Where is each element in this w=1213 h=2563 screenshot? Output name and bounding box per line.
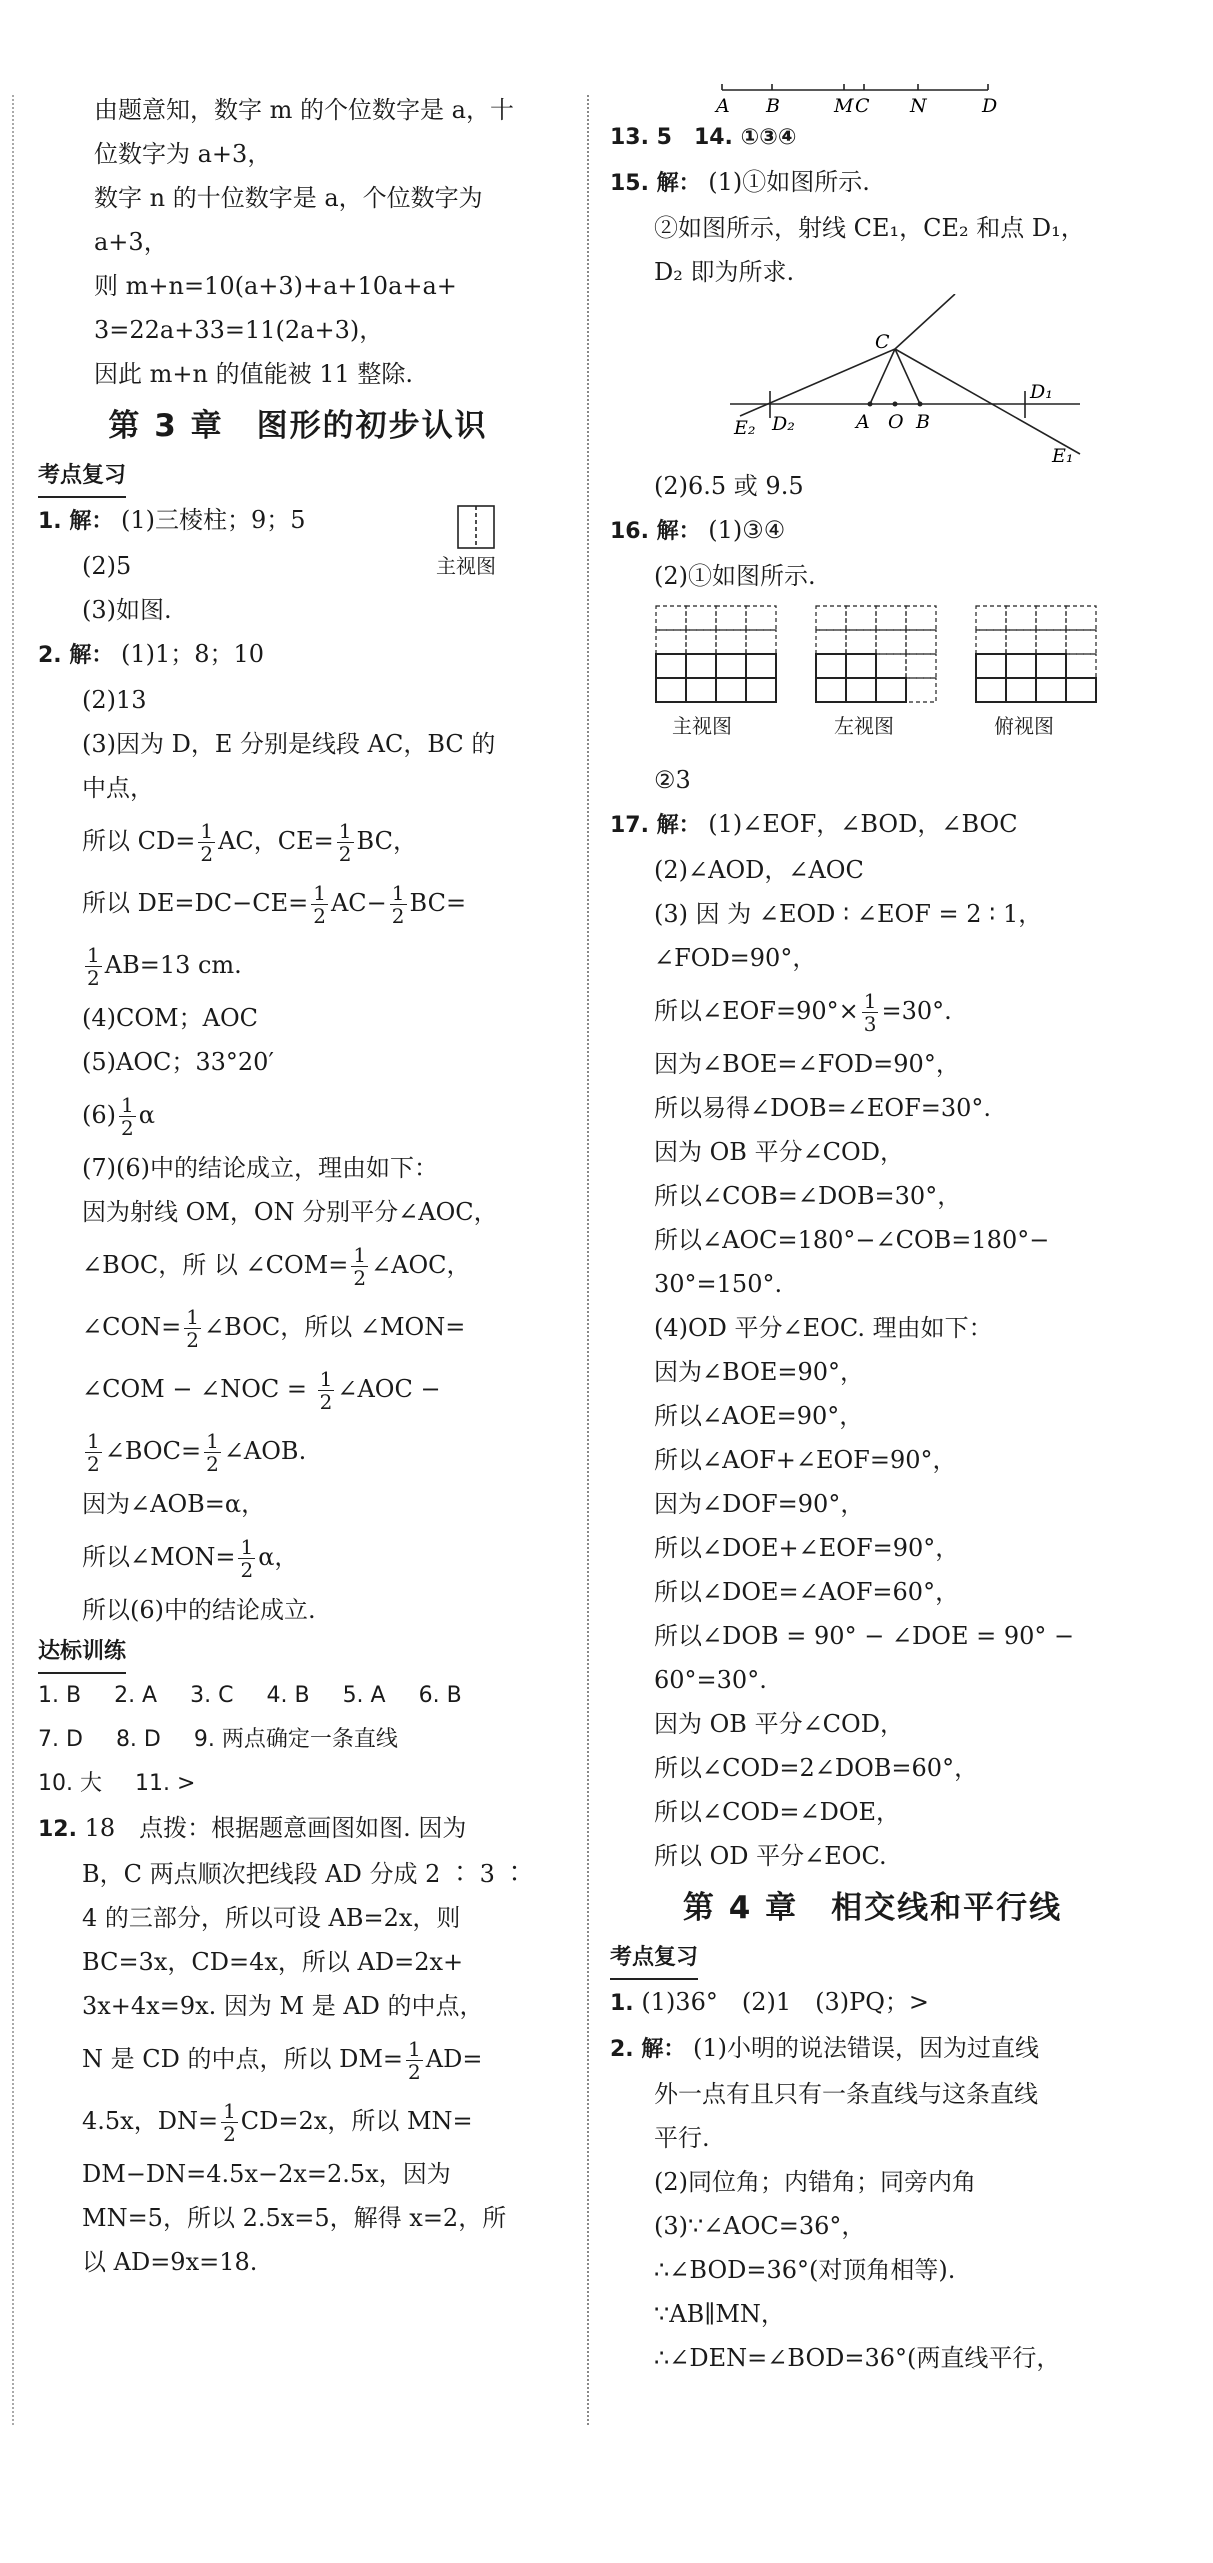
grid-cell-dashed [876,654,906,678]
point-label: M [834,95,854,116]
q1-fig-label: 主视图 [436,554,496,578]
grid-cell-dashed [686,606,716,630]
answers-row [38,1762,558,1806]
fraction-half: $\frac{1}{2}$ [186,1305,199,1352]
segment-figure [702,76,1002,116]
left-view-grid [814,604,938,708]
q15-label: 解： [656,171,701,196]
q1-line2: (2)5 [82,552,132,580]
answers-row [38,1718,558,1762]
text-line: 则 m+n=10(a+3)+a+10a+a+ [94,272,457,300]
grid-cell-dashed [1066,606,1096,630]
q17-text: ∠FOD=90°， [654,944,817,972]
left-column [38,88,558,2284]
q2-text: 因为射线 OM，ON 分别平分∠AOC， [82,1198,498,1226]
grid-cell-dashed [1006,630,1036,654]
q1-label: 解： [69,509,114,534]
q2-text: AB=13 cm. [104,951,242,979]
q2-frac-line [38,1296,558,1358]
grid-cell-solid [1036,678,1066,702]
q2-text: ∠AOC − [337,1375,441,1403]
q17-text: 所以 OD 平分∠EOC. [654,1842,887,1870]
q12-frac-line [38,2028,558,2090]
grid-cell-dashed [846,630,876,654]
view-caption: 左视图 [834,714,894,738]
q2-frac-line [38,1084,558,1146]
q2-text: AC，CE= [218,827,334,855]
grid-cell-dashed [976,630,1006,654]
text-line: 位数字为 a+3， [94,140,272,168]
q13-14-answers: 13. 5 14. ①③④ [610,125,797,150]
q2-line [38,632,558,678]
fraction-half: $\frac{1}{2}$ [353,1243,367,1290]
fig-label: D₂ [772,413,795,435]
answer-item: 11. > [134,1771,196,1796]
answer-item: 10. 大 [38,1771,102,1796]
grid-cell-solid [1006,654,1036,678]
grid-cell-solid [656,678,686,702]
grid-cell-dashed [716,606,746,630]
fig-label: C [875,331,890,353]
q2-text: 所以(6)中的结论成立. [82,1596,316,1624]
grid-cell-solid [1036,654,1066,678]
q2-text: 所以 DE=DC−CE= [82,889,309,917]
c4q1-text: (1)36° (2)1 (3)PQ；> [641,1988,930,2016]
fig-label: O [888,411,904,433]
q12-text: 18 点拨：根据题意画图如图. 因为 [84,1814,467,1842]
q2-text: (4)COM；AOC [82,1004,258,1032]
q2-text: 中点， [82,774,154,802]
q2-text: ∠COM − ∠NOC = [82,1375,315,1403]
fraction-half: $\frac{1}{2}$ [121,1093,134,1140]
q15-text: (1)①如图所示. [708,168,870,196]
q12-line [38,1806,558,1852]
q17-text: 所以∠AOE=90°， [654,1402,864,1430]
c4q2-text: ∴∠BOD=36°(对顶角相等). [654,2256,956,2284]
grid-cell-solid [656,654,686,678]
fraction-half: $\frac{1}{2}$ [240,1535,254,1582]
fig-label: E₁ [1052,445,1074,464]
section-kaodian: 考点复习 [38,456,126,498]
q2-text: ∠CON= [82,1313,182,1341]
point-label: N [910,95,927,116]
q17-text: (2)∠AOD，∠AOC [654,856,864,884]
answer-item: 7. D [38,1727,83,1752]
q16-views [654,598,1135,758]
answers-row [38,1674,558,1718]
grid-cell-dashed [746,630,776,654]
q15-text: D₂ 即为所求. [654,258,795,286]
q2-text: (1)1；8；10 [120,640,265,668]
section-dabiao: 达标训练 [38,1632,126,1674]
q2-text: 因为∠AOB=α， [82,1490,266,1518]
chapter-4-title: 第 4 章 相交线和平行线 [682,1890,1063,1926]
point-label: C [855,95,870,116]
q17-text: (1)∠EOF，∠BOD，∠BOC [708,810,1018,838]
answer-item: 6. B [418,1683,462,1708]
q2-text: (2)13 [82,686,147,714]
q17-text: 所以∠EOF=90°× [654,997,859,1025]
q17-frac-line [610,980,1135,1042]
q2-text: α [138,1101,155,1129]
grid-cell-solid [876,678,906,702]
q2-text: BC， [356,827,417,855]
grid-cell-dashed [1006,606,1036,630]
text-line: a+3， [94,228,168,256]
answer-item: 5. A [342,1683,386,1708]
q1-line [38,498,558,544]
c4q2-text: ∵AB∥MN， [654,2300,785,2328]
c4q2-text: (3)∵∠AOC=36°， [654,2212,866,2240]
right-column [610,88,1135,2380]
q17-text: 所以∠DOB = 90° − ∠DOE = 90° − [654,1622,1075,1650]
q2-text: (6) [82,1101,116,1129]
grid-cell-solid [686,678,716,702]
q16-number: 16. [610,519,649,544]
grid-cell-dashed [816,630,846,654]
q17-text: (4)OD 平分∠EOC. 理由如下： [654,1314,993,1342]
q2-text: AC− [330,889,387,917]
grid-cell-solid [1066,678,1096,702]
q17-line [610,802,1135,848]
q2-frac-line [38,1234,558,1296]
front-view-grid [654,604,778,708]
q12-text: DM−DN=4.5x−2x=2.5x，因为 [82,2160,451,2188]
c4q2-text: 平行. [654,2124,710,2152]
q17-text: 所以∠COD=2∠DOB=60°， [654,1754,979,1782]
left-edge-rule [12,95,14,2425]
fig-label: A [856,411,870,433]
q12-frac-line [38,2090,558,2152]
q1-number: 1. [38,509,62,534]
q2-label: 解： [69,643,114,668]
top-view-grid [974,604,1098,708]
chapter-3-title: 第 3 章 图形的初步认识 [108,408,488,444]
grid-cell-dashed [846,606,876,630]
q17-text: 因为∠DOF=90°， [654,1490,865,1518]
grid-cell-dashed [976,606,1006,630]
text-line: 由题意知，数字 m 的个位数字是 a，十 [94,96,514,124]
q2-text: ∠AOB. [223,1437,307,1465]
fig-label: E₂ [734,417,756,439]
q17-text: =30°. [881,997,952,1025]
grid-cell-dashed [876,630,906,654]
q16-line [610,508,1135,554]
q17-number: 17. [610,813,649,838]
q17-text: 因为∠BOE=∠FOD=90°， [654,1050,960,1078]
grid-cell-solid [1006,678,1036,702]
q2-frac-line [38,872,558,934]
q17-text: 所以∠AOC=180°−∠COB=180°− [654,1226,1050,1254]
c4q2-text: (2)同位角；内错角；同旁内角 [654,2168,976,2196]
column-divider [587,95,589,2425]
answer-item: 9. 两点确定一条直线 [193,1727,398,1752]
c4q2-number: 2. [610,2037,634,2062]
q17-text: 所以∠COB=∠DOB=30°， [654,1182,962,1210]
q16-text: (1)③④ [708,516,786,544]
q17-text: 30°=150°. [654,1270,783,1298]
view-caption: 主视图 [672,714,732,738]
q17-text: 所以易得∠DOB=∠EOF=30°. [654,1094,992,1122]
q17-text: (3) 因 为 ∠EOD ∶ ∠EOF = 2 ∶ 1， [654,900,1043,928]
q15-line [610,160,1135,206]
q2-frac-line [38,810,558,872]
view-caption: 俯视图 [994,714,1054,738]
c4q1-number: 1. [610,1991,634,2016]
q12-text: BC=3x，CD=4x，所以 AD=2x+ [82,1948,464,1976]
grid-cell-solid [976,678,1006,702]
fraction-half: $\frac{1}{2}$ [319,1367,333,1414]
q2-text: (5)AOC；33°20′ [82,1048,274,1076]
q15-number: 15. [610,171,649,196]
q16-label: 解： [656,519,701,544]
grid-cell-dashed [876,606,906,630]
q12-text: MN=5，所以 2.5x=5，解得 x=2，所 [82,2204,507,2232]
q12-text: N 是 CD 的中点，所以 DM= [82,2045,404,2073]
q12-number: 12. [38,1817,77,1842]
q12-text: 4 的三部分，所以可设 AB=2x，则 [82,1904,461,1932]
text-line: 数字 n 的十位数字是 a，个位数字为 [94,184,483,212]
grid-cell-solid [846,678,876,702]
q2-frac-line [38,934,558,996]
q2-text: BC= [409,889,467,917]
q15-text: (2)6.5 或 9.5 [654,472,804,500]
q1-line3: (3)如图. [82,596,172,624]
fraction-half: $\frac{1}{2}$ [313,881,326,928]
q12-text: 3x+4x=9x. 因为 M 是 AD 的中点， [82,1992,484,2020]
grid-cell-dashed [1036,606,1066,630]
q17-text: 因为∠BOE=90°， [654,1358,865,1386]
grid-cell-dashed [656,630,686,654]
grid-cell-dashed [656,606,686,630]
q17-label: 解： [656,813,701,838]
q17-text: 因为 OB 平分∠COD， [654,1710,904,1738]
fraction-half: $\frac{1}{2}$ [408,2037,421,2084]
answer-item: 1. B [38,1683,82,1708]
q2-frac-line [38,1420,558,1482]
q1-line1: (1)三棱柱；9；5 [120,506,306,534]
q12-text: CD=2x，所以 MN= [240,2107,473,2135]
q2-frac-line [38,1526,558,1588]
grid-cell-dashed [906,606,936,630]
grid-cell-dashed [906,678,936,702]
q2-text: 所以 CD= [82,827,196,855]
grid-cell-solid [976,654,1006,678]
fraction-half: $\frac{1}{2}$ [200,819,214,866]
q17-text: 所以∠AOF+∠EOF=90°， [654,1446,957,1474]
fraction-half: $\frac{1}{2}$ [87,943,100,990]
c4q2-label: 解： [641,2037,686,2062]
q2-text: 所以∠MON= [82,1543,236,1571]
grid-cell-solid [846,654,876,678]
fig-label: D₁ [1030,381,1053,403]
q2-text: (7)(6)中的结论成立，理由如下： [82,1154,438,1182]
q12-text: B，C 两点顺次把线段 AD 分成 2 ∶ 3 ∶ [82,1860,527,1888]
grid-cell-solid [746,654,776,678]
q2-text: (3)因为 D，E 分别是线段 AC，BC 的 [82,730,496,758]
c4q2-text: (1)小明的说法错误，因为过直线 [692,2034,1039,2062]
q2-text: ∠BOC= [104,1437,202,1465]
grid-cell-solid [816,654,846,678]
point-label: A [716,95,730,116]
q2-number: 2. [38,643,62,668]
q16-text: ②3 [654,766,691,794]
q17-text: 所以∠COD=∠DOE， [654,1798,901,1826]
q2-text: ∠BOC，所 以 ∠COM= [82,1251,349,1279]
fraction-half: $\frac{1}{2}$ [223,2099,236,2146]
answer-item: 2. A [114,1683,158,1708]
q2-text: ∠AOC， [371,1251,471,1279]
answer-item: 8. D [115,1727,161,1752]
q12-text: AD= [425,2045,483,2073]
section-kaodian-4: 考点复习 [610,1938,698,1980]
c4q2-text: ∴∠DEN=∠BOD=36°(两直线平行， [654,2344,1061,2372]
answer-item: 3. C [190,1683,234,1708]
q17-text: 所以∠DOE=∠AOF=60°， [654,1578,960,1606]
grid-cell-solid [716,654,746,678]
q2-frac-line [38,1358,558,1420]
grid-cell-solid [816,678,846,702]
grid-cell-solid [686,654,716,678]
c4q2-line [610,2026,1135,2072]
grid-cell-dashed [1066,654,1096,678]
grid-cell-dashed [746,606,776,630]
q17-text: 60°=30°. [654,1666,767,1694]
fraction-half: $\frac{1}{2}$ [338,819,352,866]
fraction-half: $\frac{1}{2}$ [391,881,405,928]
q17-text: 因为 OB 平分∠COD， [654,1138,904,1166]
q2-text: ∠BOC，所以 ∠MON= [204,1313,466,1341]
grid-cell-dashed [906,654,936,678]
fraction-half: $\frac{1}{2}$ [206,1429,219,1476]
q15-text: ②如图所示，射线 CE₁，CE₂ 和点 D₁， [654,214,1085,242]
grid-cell-dashed [716,630,746,654]
q12-text: 4.5x，DN= [82,2107,219,2135]
grid-cell-solid [746,678,776,702]
grid-cell-dashed [686,630,716,654]
grid-cell-dashed [1066,630,1096,654]
answer-item: 4. B [266,1683,310,1708]
point-label: D [982,95,998,116]
q16-text: (2)①如图所示. [654,562,816,590]
text-line: 因此 m+n 的值能被 11 整除. [94,360,414,388]
grid-cell-dashed [1036,630,1066,654]
grid-cell-dashed [816,606,846,630]
c4q1-line [610,1980,1135,2026]
q15-rays-figure [720,294,1100,464]
grid-cell-dashed [906,630,936,654]
q17-text: 所以∠DOE+∠EOF=90°， [654,1534,960,1562]
grid-cell-solid [716,678,746,702]
point-label: B [766,95,780,116]
q12-text: 以 AD=9x=18. [82,2248,258,2276]
fig-label: B [916,411,930,433]
text-line: 3=22a+33=11(2a+3)， [94,316,384,344]
c4q2-text: 外一点有且只有一条直线与这条直线 [654,2080,1038,2108]
q2-text: α， [258,1543,299,1571]
fraction-third: $\frac{1}{3}$ [863,989,877,1036]
q1-line [38,544,558,588]
fraction-half: $\frac{1}{2}$ [87,1429,100,1476]
